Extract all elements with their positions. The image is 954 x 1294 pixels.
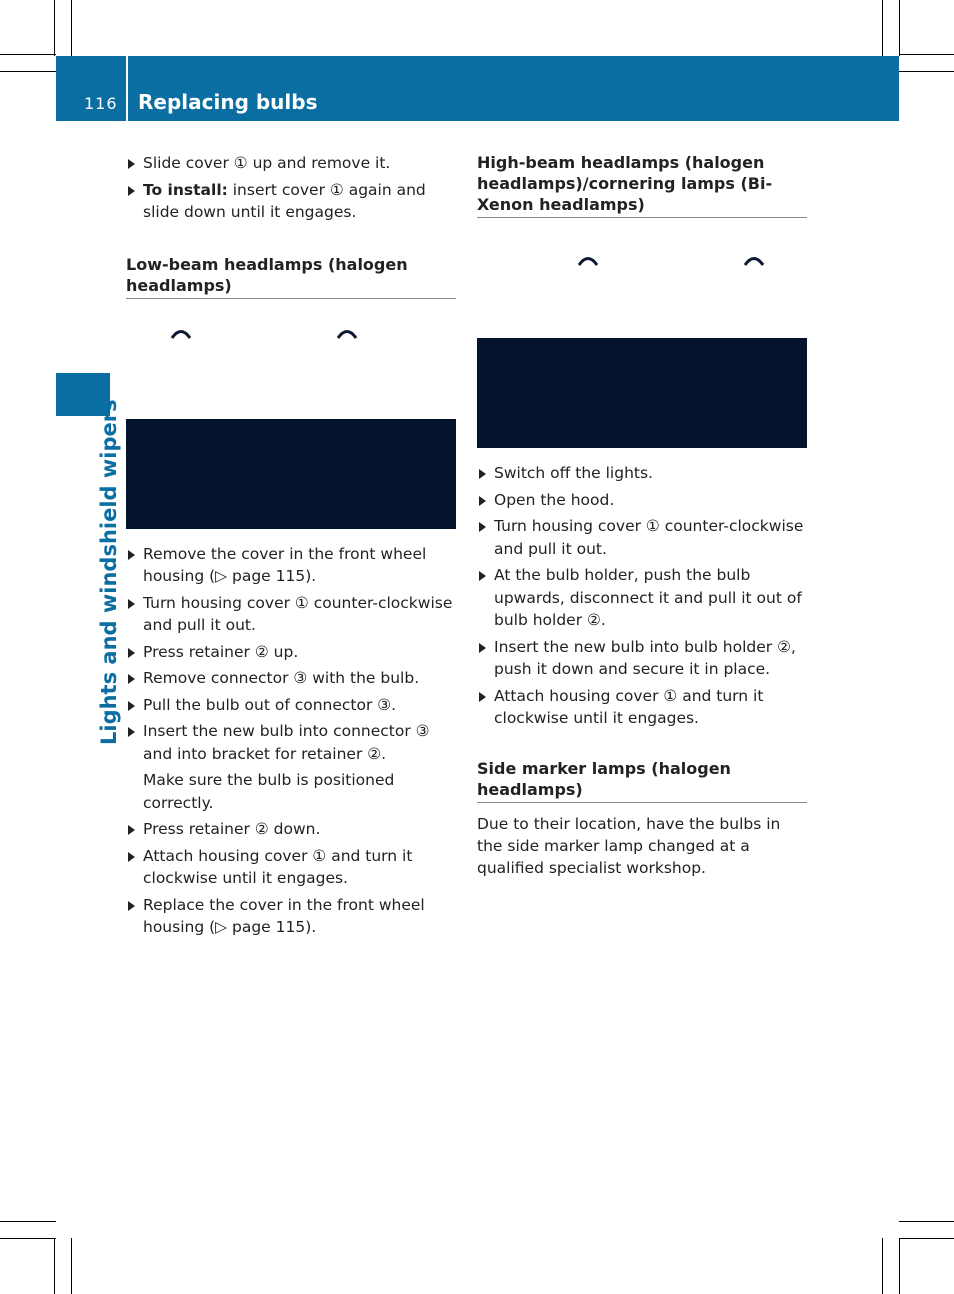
crop-mark: [899, 1238, 900, 1294]
crop-mark: [899, 54, 954, 55]
crop-mark: [899, 0, 900, 56]
crop-mark: [0, 1221, 56, 1222]
retainer-clip-icon: [170, 329, 192, 339]
list-item: Remove the cover in the front wheel housing (▷ page 115).: [126, 543, 456, 588]
list-item: Open the hood.: [477, 489, 807, 512]
crop-mark: [882, 1238, 883, 1294]
section-title-high-beam: High-beam headlamps (halogen headlamps)/cornering lamps (Bi-Xenon headlamps): [477, 152, 807, 218]
page-title: Replacing bulbs: [138, 90, 318, 114]
page-number: 116: [84, 94, 118, 113]
crop-mark: [882, 0, 883, 56]
section-title-side-marker: Side marker lamps (halogen headlamps): [477, 758, 807, 803]
side-marker-text: Due to their location, have the bulbs in the side marker lamp changed at a qualified specialist workshop.: [477, 814, 781, 877]
list-item: Press retainer ② down.: [126, 818, 456, 841]
crop-mark: [54, 0, 55, 56]
list-item: At the bulb holder, push the bulb upwards, disconnect it and pull it out of bulb holder ②.: [477, 564, 807, 632]
right-column: [477, 152, 807, 879]
retainer-clip-icon: [743, 256, 765, 266]
list-item: Replace the cover in the front wheel housing (▷ page 115).: [126, 894, 456, 939]
retainer-clip-icon: [336, 329, 358, 339]
crop-mark: [0, 71, 56, 72]
list-item: Turn housing cover ① counter-clockwise and pull it out.: [126, 592, 456, 637]
list-item: Insert the new bulb into connector ③ and into bracket for retainer ②.: [126, 720, 456, 765]
note-text: Make sure the bulb is positioned correctly.: [143, 771, 395, 812]
list-item: Attach housing cover ① and turn it clockwise until it engages.: [126, 845, 456, 890]
list-item: Insert the new bulb into bulb holder ②, push it down and secure it in place.: [477, 636, 807, 681]
list-item: Turn housing cover ① counter-clockwise and pull it out.: [477, 515, 807, 560]
list-item: Press retainer ② up.: [126, 641, 456, 664]
crop-mark: [0, 54, 56, 55]
figure-high-beam: [477, 218, 807, 448]
crop-mark: [71, 0, 72, 56]
intro-steps: [126, 152, 456, 224]
list-item: Slide cover ① up and remove it.: [126, 152, 456, 175]
crop-mark: [899, 71, 954, 72]
left-column: [126, 152, 456, 943]
section-title-low-beam: Low-beam headlamps (halogen headlamps): [126, 254, 456, 299]
list-item: Switch off the lights.: [477, 462, 807, 485]
list-item: Remove connector ③ with the bulb.: [126, 667, 456, 690]
list-item: To install: insert cover ① again and slide down until it engages.: [126, 179, 456, 224]
crop-mark: [71, 1238, 72, 1294]
chapter-label: [76, 373, 121, 753]
figure-image-area: [477, 338, 807, 448]
retainer-clip-icon: [577, 256, 599, 266]
high-beam-steps: [477, 462, 807, 730]
crop-mark: [899, 1238, 954, 1239]
crop-mark: [0, 1238, 56, 1239]
low-beam-steps: [126, 543, 456, 939]
list-item: Pull the bulb out of connector ③.: [126, 694, 456, 717]
header-divider: [126, 56, 128, 121]
crop-mark: [899, 1221, 954, 1222]
list-item: Attach housing cover ① and turn it clockwise until it engages.: [477, 685, 807, 730]
chapter-label-text: Lights and windshield wipers: [97, 399, 121, 745]
page-header: [56, 56, 899, 121]
figure-low-beam: [126, 299, 456, 529]
crop-mark: [54, 1238, 55, 1294]
figure-image-area: [126, 419, 456, 529]
